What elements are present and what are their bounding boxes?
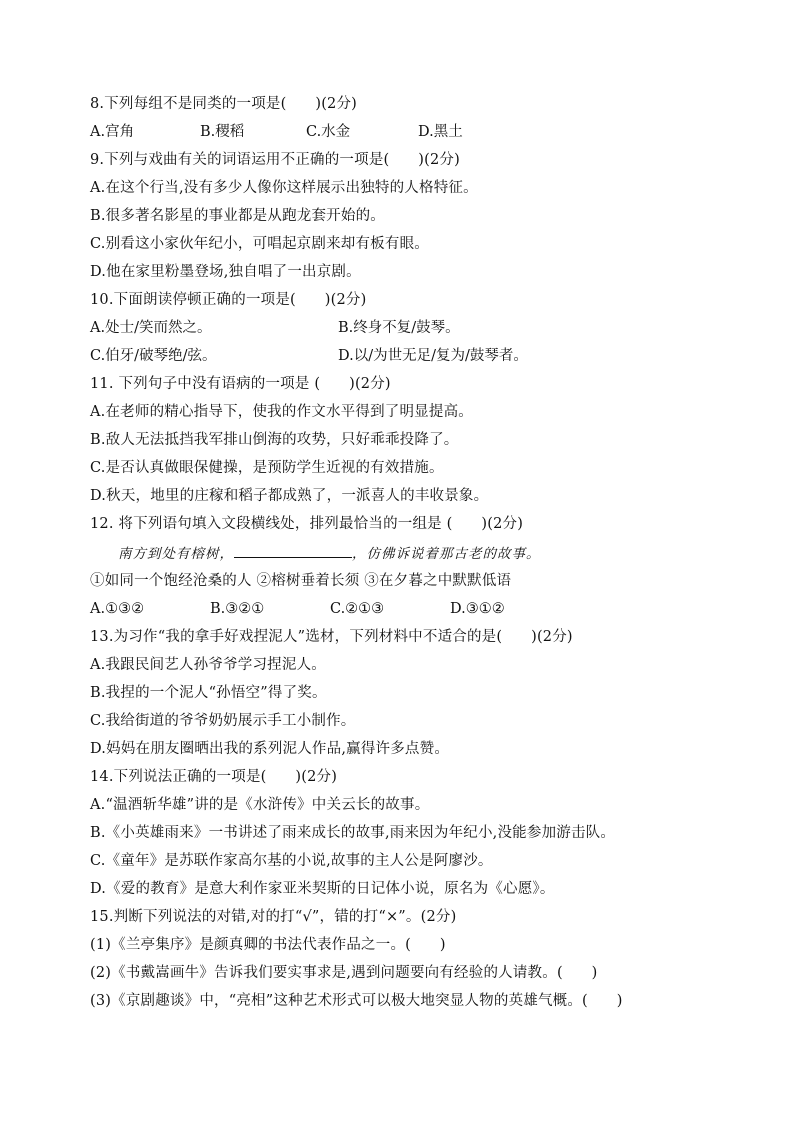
q12-stem: 12. 将下列语句填入文段横线处，排列最恰当的一组是 ( )(2分): [90, 516, 524, 532]
q15-item-1: (1)《兰亭集序》是颜真卿的书法代表作品之一。( ): [90, 937, 446, 953]
q8-option-d: D.黑土: [418, 124, 463, 140]
q11-option-d: D.秋天，地里的庄稼和稻子都成熟了，一派喜人的丰收景象。: [90, 488, 489, 504]
q13-option-b: B.我捏的一个泥人“孙悟空”得了奖。: [90, 685, 327, 701]
q11-stem: 11. 下列句子中没有语病的一项是 ( )(2分): [90, 376, 391, 392]
q10-option-b: B.终身不复/鼓琴。: [338, 320, 460, 336]
q13-option-a: A.我跟民间艺人孙爷爷学习捏泥人。: [90, 657, 326, 673]
q12-option-b: B.③②①: [210, 601, 265, 617]
q9-stem: 9.下列与戏曲有关的词语运用不正确的一项是( )(2分): [90, 152, 460, 168]
q12-passage-after: ，仿佛诉说着那古老的故事。: [352, 546, 541, 562]
q13-option-c: C.我给街道的爷爷奶奶展示手工小制作。: [90, 713, 356, 729]
q14-option-c: C.《童年》是苏联作家高尔基的小说,故事的主人公是阿廖沙。: [90, 853, 493, 869]
q9-option-a: A.在这个行当,没有多少人像你这样展示出独特的人格特征。: [90, 180, 478, 196]
q10-stem: 10.下面朗读停顿正确的一项是( )(2分): [90, 292, 367, 308]
q12-passage: [118, 543, 541, 564]
q12-choices: ①如同一个饱经沧桑的人 ②榕树垂着长须 ③在夕暮之中默默低语: [90, 573, 512, 589]
q10-option-a: A.处士/笑而然之。: [90, 320, 212, 336]
q10-option-d: D.以/为世无足/复为/鼓琴者。: [338, 348, 528, 364]
q12-option-c: C.②①③: [330, 601, 385, 617]
q13-option-d: D.妈妈在朋友圈晒出我的系列泥人作品,赢得许多点赞。: [90, 741, 450, 757]
q12-fill-blank: [234, 543, 352, 558]
q12-option-d: D.③①②: [450, 601, 505, 617]
q14-option-a: A.“温酒斩华雄”讲的是《水浒传》中关云长的故事。: [90, 797, 430, 813]
q11-option-c: C.是否认真做眼保健操，是预防学生近视的有效措施。: [90, 460, 444, 476]
q14-option-d: D.《爱的教育》是意大利作家亚米契斯的日记体小说，原名为《心愿》。: [90, 881, 555, 897]
q14-stem: 14.下列说法正确的一项是( )(2分): [90, 769, 338, 785]
q9-option-c: C.别看这小家伙年纪小，可唱起京剧来却有板有眼。: [90, 236, 429, 252]
q12-passage-before: 南方到处有榕树，: [118, 546, 234, 562]
q12-option-a: A.①③②: [90, 601, 145, 617]
q15-item-3: (3)《京剧趣谈》中，“亮相”这种艺术形式可以极大地突显人物的英雄气概。( ): [90, 993, 623, 1009]
q15-item-2: (2)《书戴嵩画牛》告诉我们要实事求是,遇到问题要向有经验的人请教。( ): [90, 965, 598, 981]
q8-option-b: B.稷稻: [200, 124, 245, 140]
q9-option-b: B.很多著名影星的事业都是从跑龙套开始的。: [90, 208, 385, 224]
q8-option-c: C.水金: [306, 124, 351, 140]
q11-option-a: A.在老师的精心指导下，使我的作文水平得到了明显提高。: [90, 404, 473, 420]
q9-option-d: D.他在家里粉墨登场,独自唱了一出京剧。: [90, 264, 361, 280]
q13-stem: 13.为习作“我的拿手好戏捏泥人”选材，下列材料中不适合的是( )(2分): [90, 629, 573, 645]
q10-option-c: C.伯牙/破琴绝/弦。: [90, 348, 217, 364]
q15-stem: 15.判断下列说法的对错,对的打“√”，错的打“×”。(2分): [90, 909, 457, 925]
q8-option-a: A.宫角: [90, 124, 135, 140]
q14-option-b: B.《小英雄雨来》一书讲述了雨来成长的故事,雨来因为年纪小,没能参加游击队。: [90, 825, 616, 841]
q11-option-b: B.敌人无法抵挡我军排山倒海的攻势，只好乖乖投降了。: [90, 432, 459, 448]
q8-stem: 8.下列每组不是同类的一项是( )(2分): [90, 96, 358, 112]
